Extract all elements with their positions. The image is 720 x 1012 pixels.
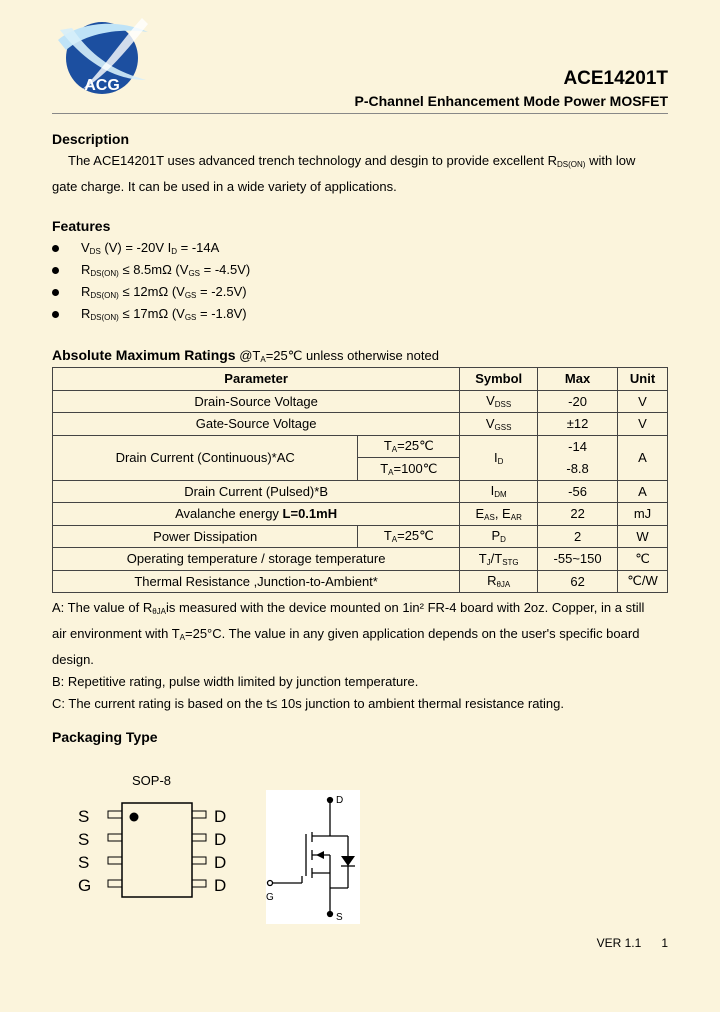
pin-label: S <box>78 830 90 849</box>
pin-label: D <box>214 853 227 872</box>
features-heading: Features <box>52 218 111 234</box>
packaging-heading: Packaging Type <box>52 729 158 745</box>
header-divider <box>52 113 668 114</box>
package-label: SOP-8 <box>132 773 172 788</box>
table-row: Avalanche energy L=0.1mH $E_{AS}$, $E_{AR}$ 22 mJ <box>53 503 668 526</box>
table-row: Gate-Source Voltage $V_{GSS}$ ±12 V <box>53 413 668 436</box>
pin-label: D <box>214 807 227 826</box>
acg-logo <box>52 10 152 100</box>
table-row: Operating temperature / storage temperature $T_J/T_{STG}$ -55~150 ℃ <box>53 548 668 571</box>
sop8-package-diagram <box>72 795 242 905</box>
table-row: Thermal Resistance ,Junction-to-Ambient* $R_{\theta JA}$ 62 ℃/W <box>53 570 668 593</box>
footer <box>597 936 668 950</box>
table-row: $T_A=100℃$ -8.8 <box>53 458 668 481</box>
source-label: S <box>336 912 343 923</box>
description-heading: Description <box>52 131 130 147</box>
logo-text: ACG <box>84 77 120 94</box>
table-row: Drain-Source Voltage $V_{DSS}$ -20 V <box>53 390 668 413</box>
description-text: The ACE14201T uses advanced trench technology and desgin to provide excellent $R_{DS(ON)}$ with low gate charge. It can be used in a wide variety of applications. <box>52 153 636 194</box>
pin-label: D <box>214 830 227 849</box>
page-number: 1 <box>661 936 668 950</box>
pin-label: S <box>78 807 90 826</box>
version-label: VER 1.1 <box>596 936 642 950</box>
gate-label: G <box>266 892 274 903</box>
table-row: Power Dissipation $T_A=25℃$ $P_D$ 2 W <box>53 525 668 548</box>
pin-label: S <box>78 853 90 872</box>
drain-label: D <box>336 795 344 806</box>
ratings-table <box>52 367 668 593</box>
notes: A: The value of $R_{\theta JA}is$ measured with the device mounted on 1in² FR-4 board with 2oz. Copper, in a still air environment with $T_A=25^\circ C$. The value in any given application depends on the user's specific board design. B: Repetitive rating, pulse width limited by junction temperature. C: The current rating is based on the t≤ 10s junction to ambient thermal resistance rating. <box>52 600 645 711</box>
pin-label: D <box>214 876 227 895</box>
part-number: ACE14201T <box>563 68 668 89</box>
mosfet-symbol <box>266 790 360 924</box>
ratings-heading: Absolute Maximum Ratings $@T_A=25℃$ unless otherwise noted <box>52 347 439 364</box>
table-row: Drain Current (Pulsed)*B $I_{DM}$ -56 A <box>53 480 668 503</box>
table-row: Drain Current (Continuous)*AC $T_A=25℃$ $I_D$ -14 A <box>53 435 668 458</box>
pin-label: G <box>78 876 92 895</box>
subtitle: P-Channel Enhancement Mode Power MOSFET <box>354 93 668 109</box>
table-header-row: Parameter Symbol Max Unit <box>53 368 668 391</box>
